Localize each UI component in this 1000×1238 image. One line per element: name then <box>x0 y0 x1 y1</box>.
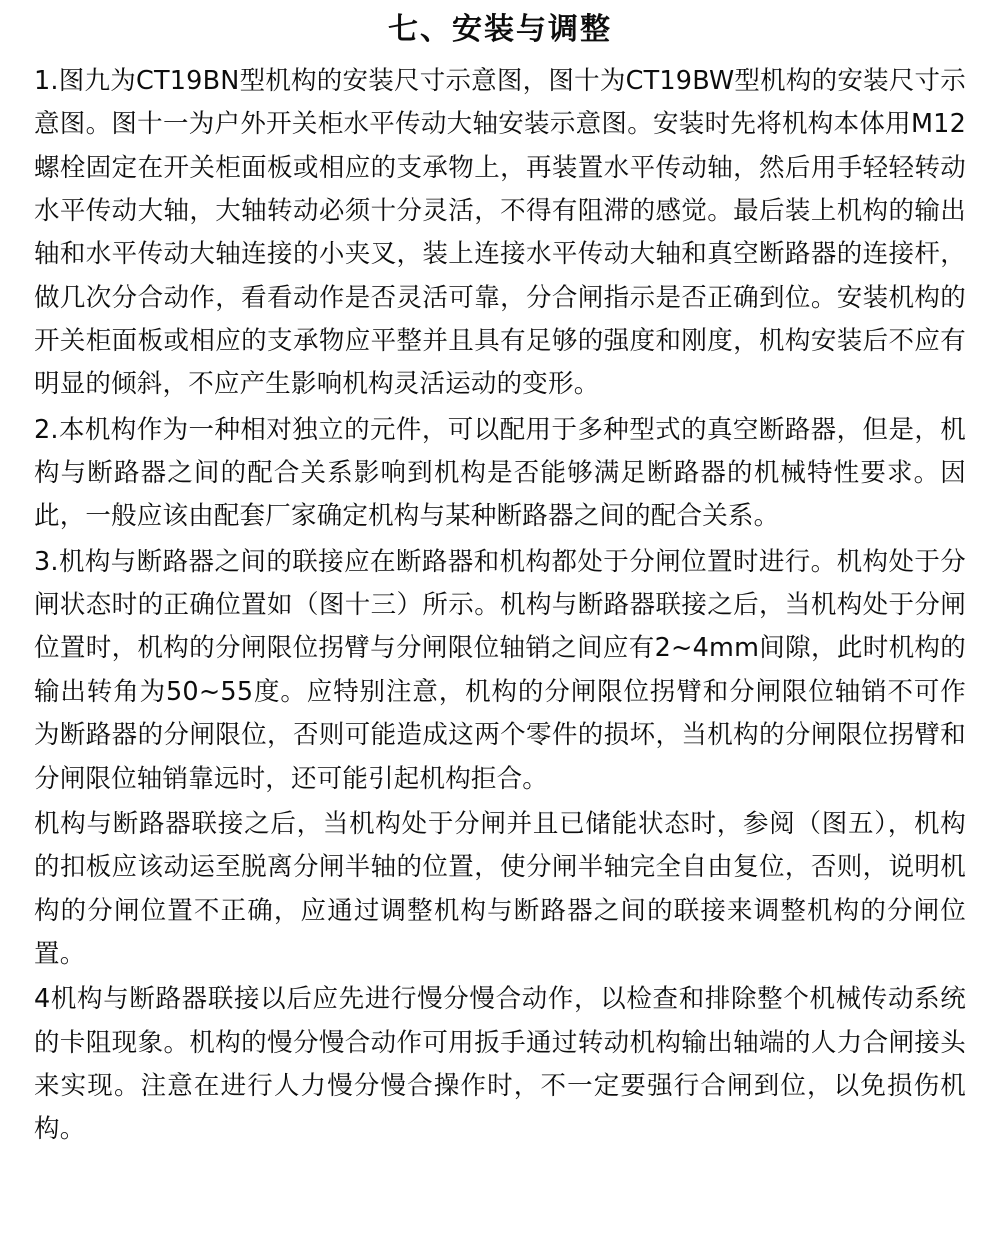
paragraph-2: 2.本机构作为一种相对独立的元件，可以配用于多种型式的真空断路器，但是，机构与断路器之间的配合关系影响到机构是否能够满足断路器的机械特性要求。因此，一般应该由配套厂家确定机构与某种断路器之间的配合关系。 <box>34 414 966 532</box>
paragraph-1: 1.图九为CT19BN型机构的安装尺寸示意图，图十为CT19BW型机构的安装尺寸示意图。图十一为户外开关柜水平传动大轴安装示意图。安装时先将机构本体用M12螺栓固定在开关柜面板或相应的支承物上，再装置水平传动轴，然后用手轻轻转动水平传动大轴，大轴转动必须十分灵活，不得有阻滞的感觉。最后装上机构的输出轴和水平传动大轴连接的小夹叉，装上连接水平传动大轴和真空断路器的连接杆，做几次分合动作，看看动作是否灵活可靠，分合闸指示是否正确到位。安装机构的开关柜面板或相应的支承物应平整并且具有足够的强度和刚度，机构安装后不应有明显的倾斜，不应产生影响机构灵活运动的变形。 <box>34 66 966 400</box>
page-title: 七、安装与调整 <box>388 12 612 47</box>
document-body <box>34 60 966 1152</box>
paragraph-5: 4机构与断路器联接以后应先进行慢分慢合动作，以检查和排除整个机械传动系统的卡阻现象。机构的慢分慢合动作可用扳手通过转动机构输出轴端的人力合闸接头来实现。注意在进行人力慢分慢合操作时，不一定要强行合闸到位，以免损伤机构。 <box>34 984 966 1145</box>
paragraph-4: 机构与断路器联接之后，当机构处于分闸并且已储能状态时，参阅（图五），机构的扣板应该动运至脱离分闸半轴的位置，使分闸半轴完全自由复位，否则，说明机构的分闸位置不正确，应通过调整机构与断路器之间的联接来调整机构的分闸位置。 <box>34 808 966 969</box>
paragraph-3: 3.机构与断路器之间的联接应在断路器和机构都处于分闸位置时进行。机构处于分闸状态时的正确位置如（图十三）所示。机构与断路器联接之后，当机构处于分闸位置时，机构的分闸限位拐臂与分闸限位轴销之间应有2~4mm间隙，此时机构的输出转角为50~55度。应特别注意，机构的分闸限位拐臂和分闸限位轴销不可作为断路器的分闸限位，否则可能造成这两个零件的损坏，当机构的分闸限位拐臂和分闸限位轴销靠远时，还可能引起机构拒合。 <box>34 546 966 794</box>
